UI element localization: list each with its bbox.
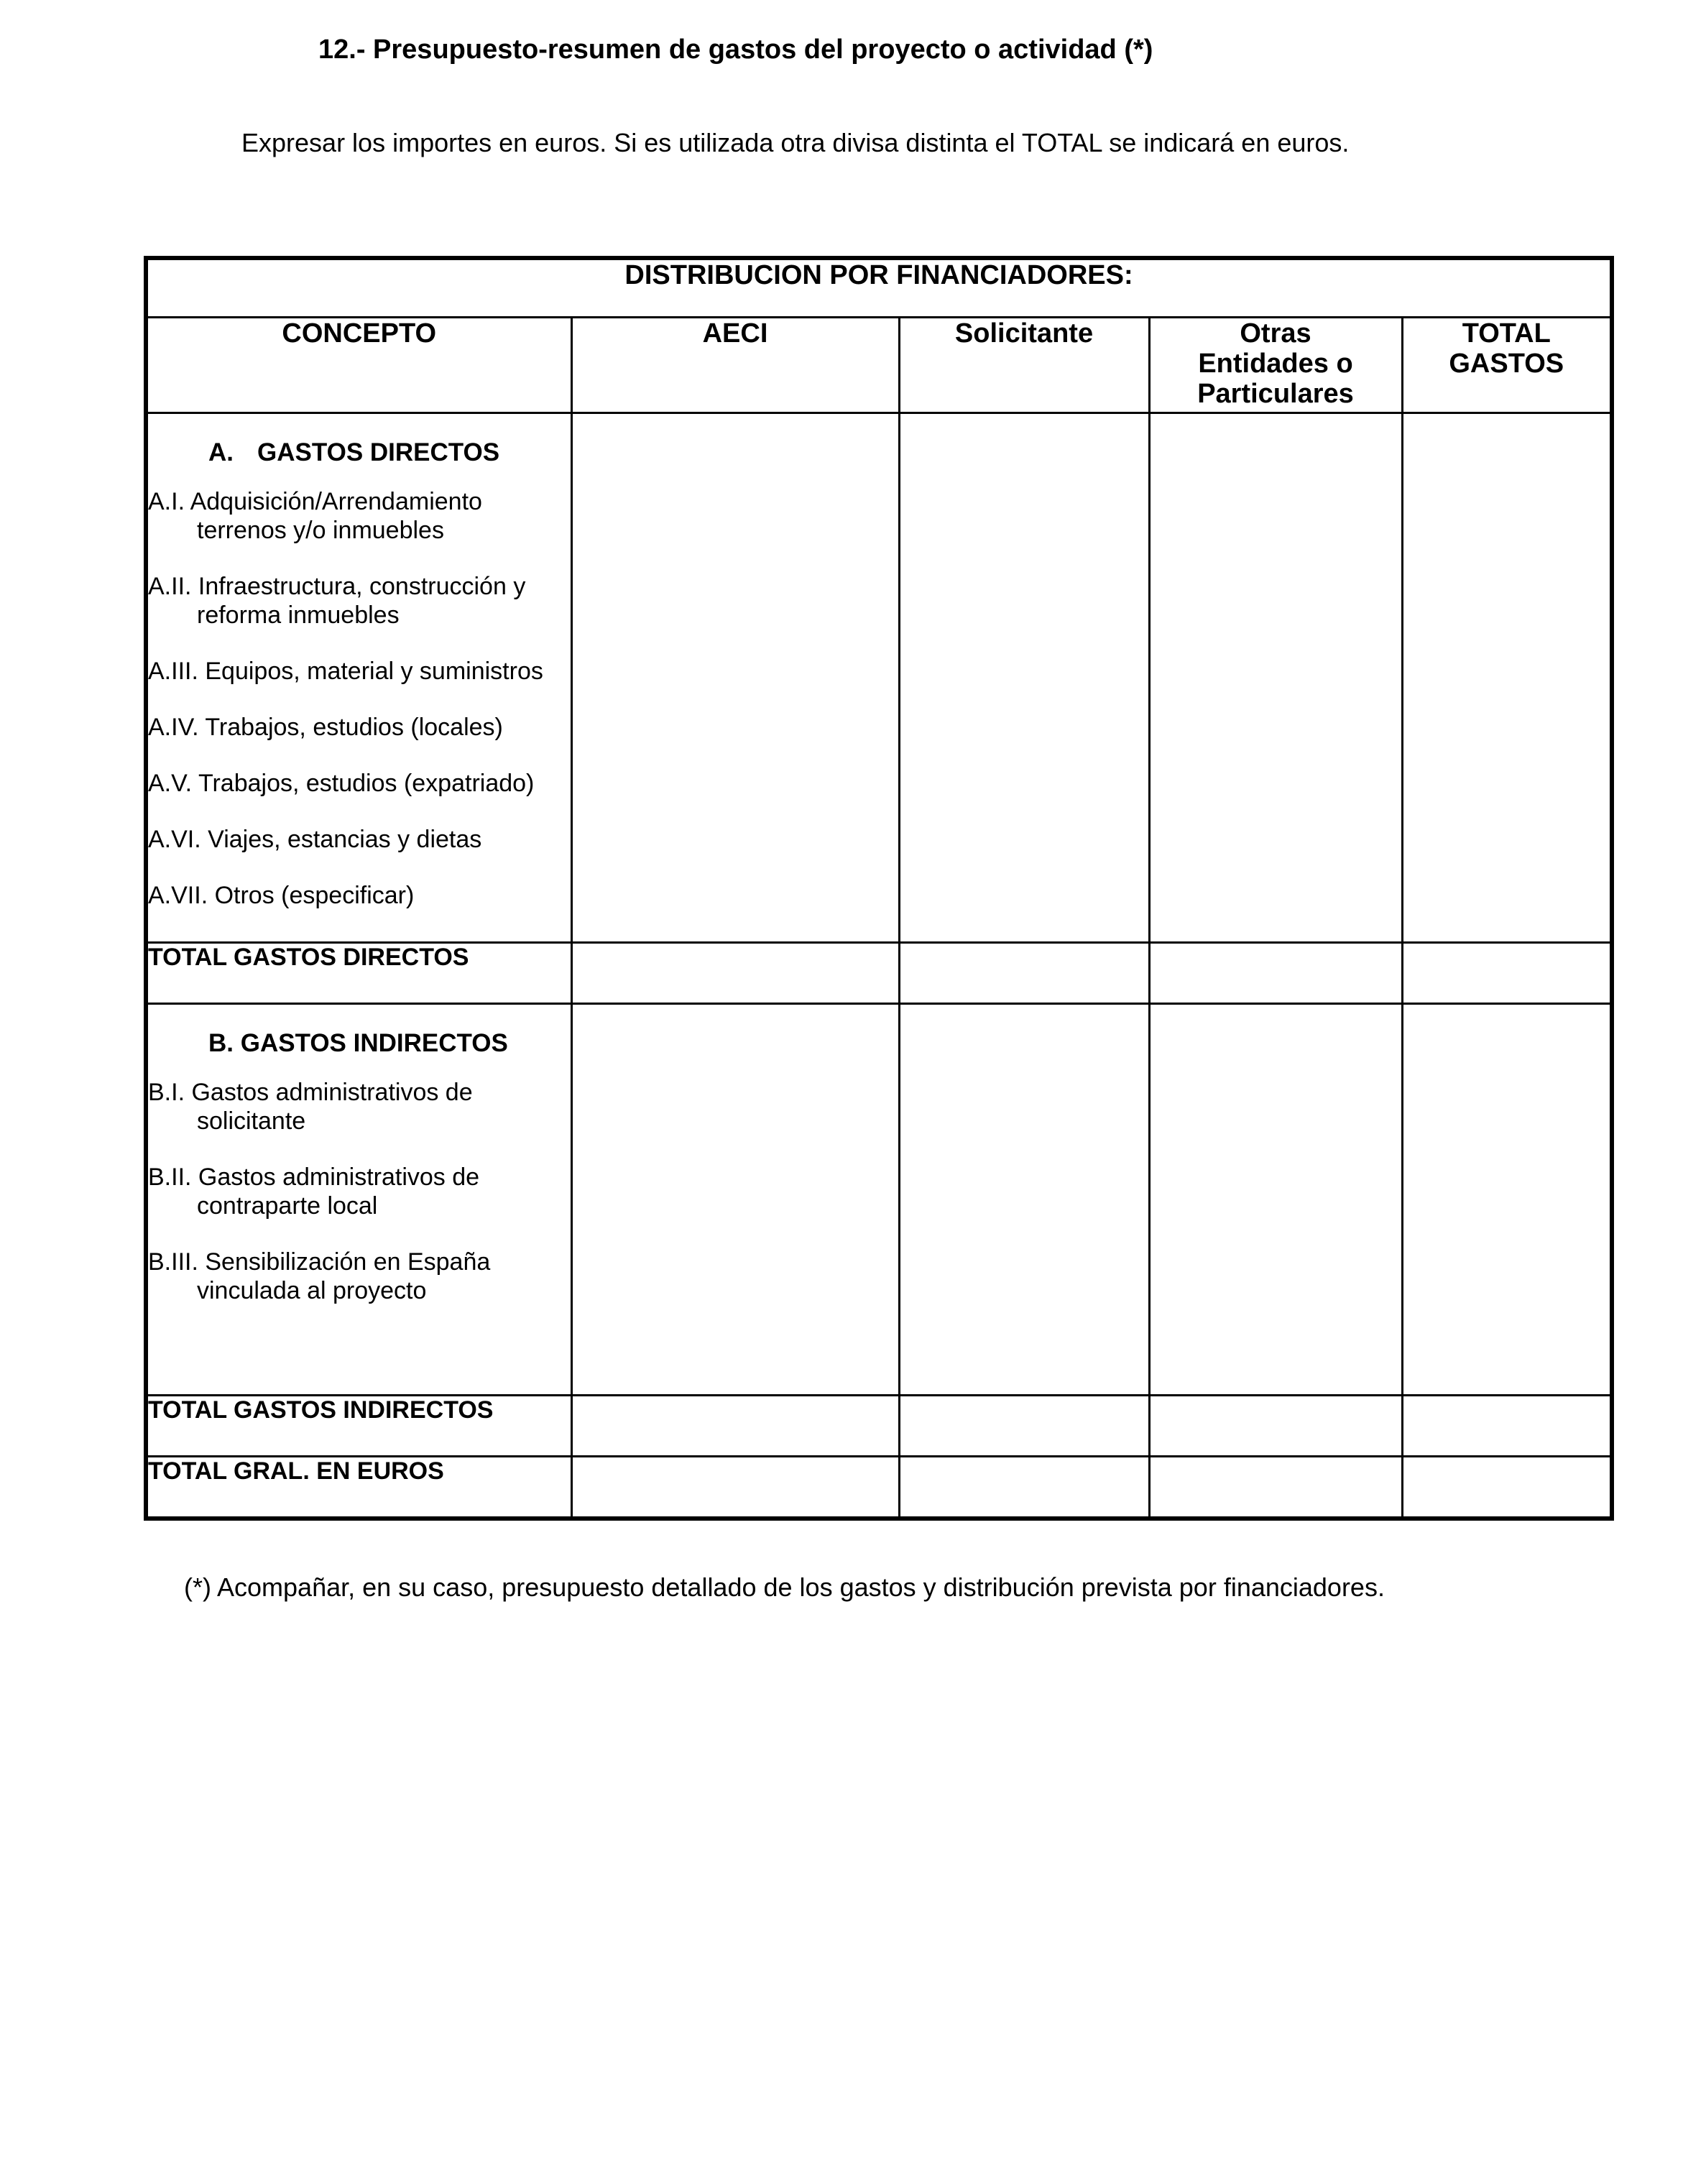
otras-indirect-cell[interactable] bbox=[1149, 1004, 1402, 1396]
column-header-aeci: AECI bbox=[571, 318, 899, 413]
column-header-total-gastos bbox=[1402, 318, 1612, 413]
column-header-total-line: TOTAL bbox=[1462, 318, 1551, 349]
aeci-total-indirectos-cell[interactable] bbox=[571, 1396, 899, 1457]
concept-item-continuation: contraparte local bbox=[197, 1192, 378, 1220]
total-total-indirectos-cell[interactable] bbox=[1402, 1396, 1612, 1457]
solicitante-direct-cell[interactable] bbox=[899, 413, 1149, 943]
concept-item-continuation: solicitante bbox=[197, 1107, 306, 1135]
total-directos-row bbox=[146, 943, 1612, 1004]
total-directos-label: TOTAL GASTOS DIRECTOS bbox=[146, 943, 571, 1004]
section-b-title: B. GASTOS INDIRECTOS bbox=[208, 1029, 508, 1057]
concept-item bbox=[148, 572, 571, 630]
budget-summary-table bbox=[144, 256, 1614, 1521]
solicitante-indirect-cell[interactable] bbox=[899, 1004, 1149, 1396]
concept-item-label: A.VI. Viajes, estancias y dietas bbox=[148, 826, 482, 853]
otras-direct-cell[interactable] bbox=[1149, 413, 1402, 943]
aeci-direct-cell[interactable] bbox=[571, 413, 899, 943]
column-header-row bbox=[146, 318, 1612, 413]
total-general-row bbox=[146, 1457, 1612, 1519]
concept-item-label: A.V. Trabajos, estudios (expatriado) bbox=[148, 770, 535, 797]
total-general-label: TOTAL GRAL. EN EUROS bbox=[146, 1457, 571, 1519]
total-total-general-cell[interactable] bbox=[1402, 1457, 1612, 1519]
concept-item bbox=[148, 1248, 571, 1305]
section-b-row bbox=[146, 1004, 1612, 1396]
section-a-title-text: GASTOS DIRECTOS bbox=[257, 438, 500, 466]
column-header-otras-line: Otras bbox=[1240, 318, 1311, 349]
aeci-indirect-cell[interactable] bbox=[571, 1004, 899, 1396]
total-total-directos-cell[interactable] bbox=[1402, 943, 1612, 1004]
concept-item-continuation: reforma inmuebles bbox=[197, 602, 400, 629]
section-a-title bbox=[148, 438, 571, 467]
concept-item-label: A.IV. Trabajos, estudios (locales) bbox=[148, 714, 503, 741]
concept-item bbox=[148, 1078, 571, 1135]
section-a-row bbox=[146, 413, 1612, 943]
solicitante-total-indirectos-cell[interactable] bbox=[899, 1396, 1149, 1457]
column-header-concepto: CONCEPTO bbox=[146, 318, 571, 413]
concept-item bbox=[148, 881, 571, 910]
total-indirectos-row bbox=[146, 1396, 1612, 1457]
column-header-otras-entidades bbox=[1149, 318, 1402, 413]
concept-item bbox=[148, 487, 571, 545]
concept-item bbox=[148, 769, 571, 798]
column-header-solicitante: Solicitante bbox=[899, 318, 1149, 413]
section-a-concepts bbox=[146, 413, 571, 943]
concept-item bbox=[148, 657, 571, 686]
solicitante-total-general-cell[interactable] bbox=[899, 1457, 1149, 1519]
concept-item-label: A.II. Infraestructura, construcción y bbox=[148, 573, 526, 600]
section-b-concepts bbox=[146, 1004, 571, 1396]
otras-total-directos-cell[interactable] bbox=[1149, 943, 1402, 1004]
footnote: (*) Acompañar, en su caso, presupuesto detallado de los gastos y distribución prevista por financiadores. bbox=[184, 1572, 1385, 1602]
distribution-header-row bbox=[146, 258, 1612, 318]
column-header-total-line: GASTOS bbox=[1449, 349, 1564, 379]
concept-item bbox=[148, 825, 571, 854]
concept-item bbox=[148, 713, 571, 742]
total-indirect-cell[interactable] bbox=[1402, 1004, 1612, 1396]
aeci-total-directos-cell[interactable] bbox=[571, 943, 899, 1004]
column-header-otras-line: Entidades o bbox=[1198, 349, 1353, 379]
concept-item-label: B.II. Gastos administrativos de bbox=[148, 1164, 480, 1191]
concept-item bbox=[148, 1163, 571, 1220]
otras-total-indirectos-cell[interactable] bbox=[1149, 1396, 1402, 1457]
solicitante-total-directos-cell[interactable] bbox=[899, 943, 1149, 1004]
concept-item-label: A.VII. Otros (especificar) bbox=[148, 882, 415, 909]
concept-item-continuation: terrenos y/o inmuebles bbox=[197, 517, 444, 544]
concept-item-label: A.III. Equipos, material y suministros bbox=[148, 658, 543, 685]
column-header-otras-line: Particulares bbox=[1197, 379, 1354, 409]
total-direct-cell[interactable] bbox=[1402, 413, 1612, 943]
distribution-header: DISTRIBUCION POR FINANCIADORES: bbox=[146, 258, 1612, 318]
concept-item-label: B.I. Gastos administrativos de bbox=[148, 1079, 473, 1106]
concept-item-continuation: vinculada al proyecto bbox=[197, 1277, 427, 1304]
total-indirectos-label: TOTAL GASTOS INDIRECTOS bbox=[146, 1396, 571, 1457]
section-a-letter: A. bbox=[208, 438, 234, 466]
concept-item-label: B.III. Sensibilización en España bbox=[148, 1248, 491, 1276]
currency-instructions: Expresar los importes en euros. Si es utilizada otra divisa distinta el TOTAL se indicará en euros. bbox=[241, 128, 1350, 157]
form-section-heading: 12.- Presupuesto-resumen de gastos del proyecto o actividad (*) bbox=[318, 34, 1153, 65]
concept-item-label: A.I. Adquisición/Arrendamiento bbox=[148, 488, 482, 515]
otras-total-general-cell[interactable] bbox=[1149, 1457, 1402, 1519]
aeci-total-general-cell[interactable] bbox=[571, 1457, 899, 1519]
